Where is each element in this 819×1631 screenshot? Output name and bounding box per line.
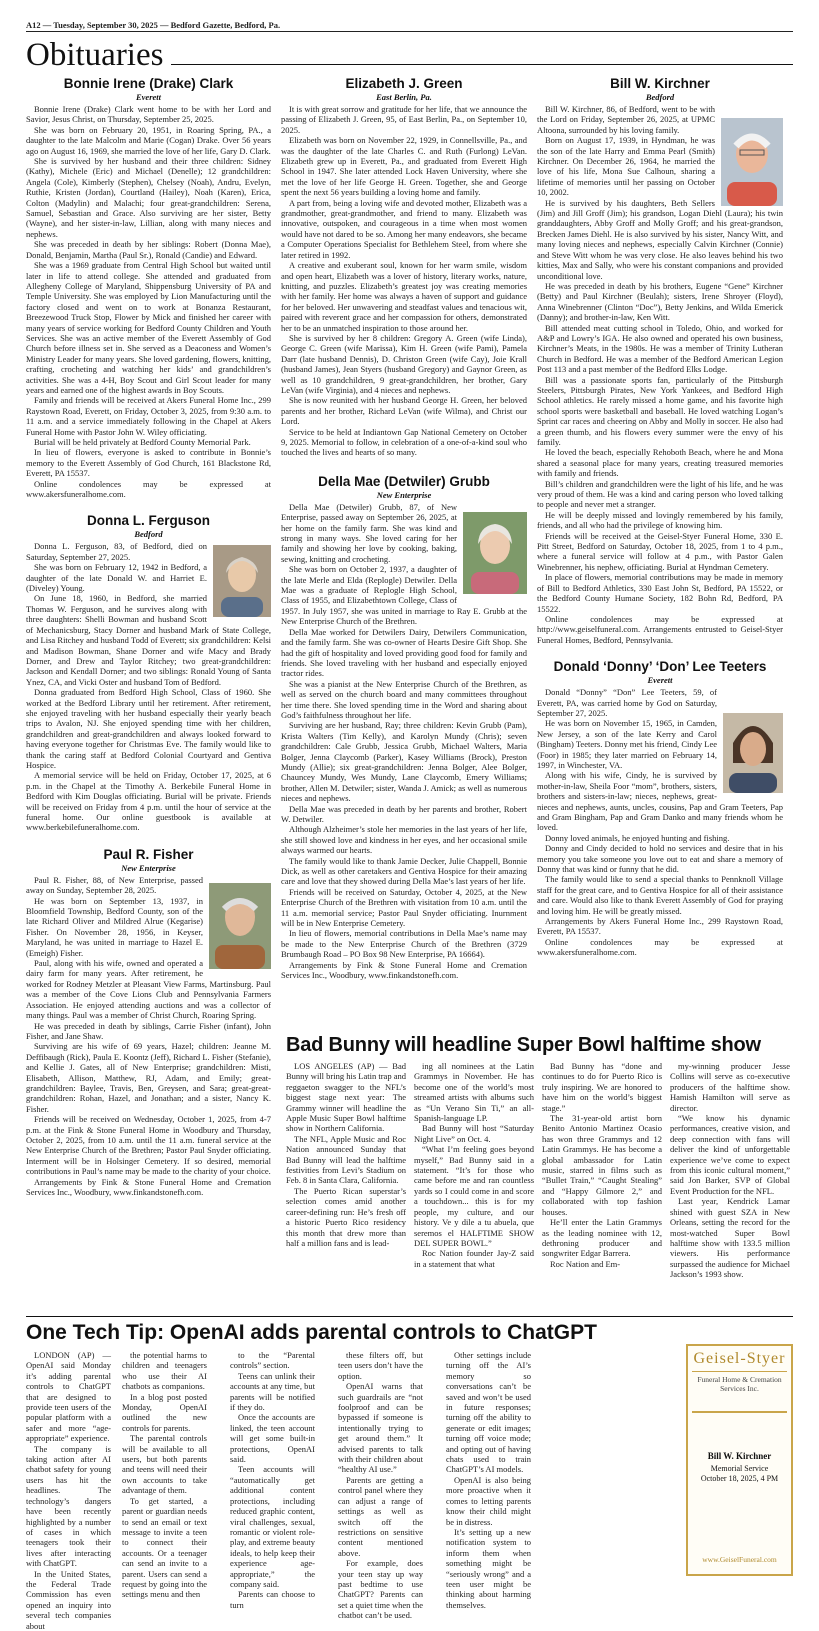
paragraph: Paul R. Fisher, 88, of New Enterprise, passed away on Sunday, September 28, 2025. — [26, 874, 203, 896]
paragraph: Donna L. Ferguson, 83, of Bedford, died on Saturday, September 27, 2025. — [26, 541, 207, 562]
paragraph: It’s setting up a new notification system to inform them when something might be “seriously wrong” and a teen user might be thinking about harming themselves. — [446, 1526, 531, 1610]
paragraph: Teen accounts will “automatically get additional content protections, including reduced graphic content, viral challenges, sexual, romantic or violent role-play, and extreme beauty ideals, to help keep their experience age-appropriate,” the company said. — [230, 1464, 315, 1589]
paragraph: Bad Bunny has “done and continues to do for Puerto Rico is truly inspiring. We are honored to have him on the world’s biggest stage.” — [542, 1061, 662, 1113]
article-headline: One Tech Tip: OpenAI adds parental controls to ChatGPT — [26, 1316, 793, 1346]
portrait-man-icon — [209, 883, 271, 969]
article-columns — [26, 1350, 793, 1631]
obituary-location: New Enterprise — [121, 862, 176, 873]
paragraph: Other settings include turning off the AI’s memory so conversations can’t be saved and won’t be used in future responses; turning off the ability to generate or edit images; turning off voice mode; and opting out of having chats used to train ChatGPT’s AI models. — [446, 1350, 531, 1475]
obituary-grubb — [281, 474, 527, 981]
section-header — [26, 34, 793, 72]
paragraph: He is survived by his daughters, Beth Sellers (Jim) and Jill Groff (Jim); his grandson, Logan Diehl (Laura); his twin granddaughters, Abby Groff and Molly Groff; and his great-grandson, Brecken James Diehl. He is also survived by his sister, Nancy Witt, and many loving nieces and nephews, especially Calvin Kirchner (Connie) and Steve Witt whom he was very close. He also leaves behind his two kitties, Max and Sally, who were his constant companions and provided unconditional love. — [537, 197, 783, 281]
article-column — [542, 1061, 662, 1280]
paragraph: In place of flowers, memorial contributions may be made in memory of Bill to Bedford Athletics, 330 East John St, Bedford, PA 15522, or the Bedford County Humane Society, 182 Bohn Rd, Bedford, PA 15522. — [537, 572, 783, 614]
ad-subtitle: Funeral Home & Cremation Services Inc. — [697, 1375, 782, 1393]
paragraph: The company is taking action after AI chatbot safety for young users has hit the headlines. The technology’s dangers have been recently highlighted by a number of cases in which teenagers took their lives after interacting with ChatGPT. — [26, 1443, 111, 1569]
paragraph: In lieu of flowers, memorial contributions in Della Mae’s name may be made to the New Enterprise Church of the Brethren (3729 Brumbaugh Road – PO Box 98 New Enterprise, PA 16664). — [281, 928, 527, 960]
paragraph: Service to be held at Indiantown Gap National Cemetery on October 9, 2025. Memorial to follow, in celebration of a one-of-a-kind soul who touched the lives and hearts of so many. — [281, 426, 527, 458]
paragraph: She is now reunited with her husband George H. Green, her beloved parents and her brother, Richard LeVan (wife Wilma), and Christ our Lord. — [281, 395, 527, 427]
paragraph: Donny and Cindy decided to hold no services and desire that in his memory you take someone you love out to eat and share a memory of Donny that was kind or funny that he did. — [537, 843, 783, 875]
paragraph: OpenAI is also being more proactive when it comes to letting parents know their child might be in distress. — [446, 1474, 531, 1527]
paragraph: these filters off, but teen users don’t have the option. — [338, 1350, 423, 1381]
paragraph: Bill was a passionate sports fan, particularly of the Pittsburgh Steelers, Pittsburgh Pirates, New York Yankees, and Bedford High School athletics. He rarely missed a home game, and his favorite high school sports were basketball and baseball. He loved watching Logan’s Sprint car races and cheering on Abby and Molly in soccer. He also had a green thumb, and his flowers every summer were the envy of his family. — [537, 374, 783, 447]
paragraph: Teens can unlink their accounts at any time, but parents will be notified if they do. — [230, 1370, 315, 1413]
paragraph: Parents can choose to turn — [230, 1589, 315, 1610]
paragraph: Della Mae was preceded in death by her parents and brother, Robert W. Detwiler. — [281, 803, 527, 824]
article-column — [26, 1350, 114, 1631]
paragraph: Bad Bunny will host “Saturday Night Live” on Oct. 4. — [414, 1123, 534, 1144]
obituary-location: Bedford — [134, 529, 163, 540]
obituary-location: Bedford — [645, 92, 675, 102]
article-column — [414, 1061, 534, 1280]
paragraph: Online condolences may be expressed at www.akersfuneralhome.com. — [537, 936, 783, 958]
paragraph: It is with great sorrow and gratitude for her life, that we announce the passing of Elizabeth J. Green, 95, of East Berlin, Pa., on September 10, 2025. — [281, 104, 527, 135]
obituary-name: Donna L. Ferguson — [87, 513, 210, 529]
paragraph: The family would like to send a special thanks to Pennknoll Village staff for the great care, and to Gentiva Hospice for all of their assistance and care. Would also like to thank Everett Assembly of God for praying and loving him. He will be greatly missed. — [537, 874, 783, 916]
paragraph: Bonnie Irene (Drake) Clark went home to be with her Lord and Savior, Jesus Christ, on Thursday, September 25, 2025. — [26, 104, 271, 125]
header-rule — [171, 64, 793, 65]
article-column — [446, 1350, 546, 1631]
portrait-man-icon — [721, 118, 783, 206]
paragraph: He was preceded in death by siblings, Carrie Fisher (infant), John Fisher, and Jane Shaw. — [26, 1020, 271, 1041]
obituary-fisher — [26, 847, 271, 1198]
paragraph: Family and friends will be received at Akers Funeral Home Inc., 299 Raystown Road, Everett, on Friday, October 3, 2025, from 9:30 a.m. to 11 a.m. and a service immediately following in the Chapel at Akers Funeral Home with Pastor John W. Wiley officiating. — [26, 395, 271, 437]
paragraph: Arrangements by Fink & Stone Funeral Home and Cremation Services Inc., Woodbury, www.finkandstonefh.com. — [26, 1176, 271, 1197]
paragraph: my-winning producer Jesse Collins will serve as co-executive producers of the halftime show. Hamish Hamilton will serve as director. — [670, 1061, 790, 1113]
paragraph: Friends will be received on Saturday, October 4, 2025, at the New Enterprise Church of the Brethren with visitation from 10 a.m. until the 11 a.m. memorial service; Pastor Paul Snyder officiating. Inurnment will be in New Enterprise Cemetery. — [281, 886, 527, 929]
paragraph: Roc Nation and Em- — [550, 1258, 621, 1269]
article-column — [338, 1350, 438, 1631]
paragraph: Della Mae worked for Detwilers Dairy, Detwilers Communication, and the family farm. She was co-owner of Hearts Desire Gift Shop. She had the gift of hospitality and loved providing good food for family and friends. She loved traveling with her husband and especially enjoyed tractor rides. — [281, 626, 527, 679]
paragraph: Burial will be held privately at Bedford County Memorial Park. — [34, 437, 251, 447]
paragraph: He was born on September 13, 1937, in Bloomfield Township, Bedford County, son of the late Richard Oliver and Mildred Alrue (Kegarise) Fisher. On November 28, 1956, in Keyser, Maryland, he was united in marriage to Hazel E. (Emeigh) Fisher. — [26, 895, 203, 958]
paragraph: A creative and exuberant soul, known for her warm smile, wisdom and open heart, Elizabeth was a lover of history, literary works, nature, knitting, and puzzles. Elizabeth’s greatest joy was creating memories with her family. Her home was always a haven of support and guidance for her beloved. Her unwavering and steadfast values and tenacious wit, paired with reverent grace and her compassion for others, demonstrated her to be an unmatched inspiration to those around her. — [281, 260, 527, 333]
paragraph: Paul, along with his wife, owned and operated a dairy farm for many years. After retirement, he worked for Rodney Metzler at Pleasant View Farms, Martinsburg. Paul was a member of the Cove Lions Club and Pennsylvania Farmers Association. He enjoyed attending auctions and was a collector of many things. Paul was a member of Christ Church, Roaring Spring. — [26, 958, 271, 1021]
obituary-kirchner — [537, 76, 783, 645]
paragraph: Online condolences may be expressed at http://www.geiselfuneral.com. Arrangements entrusted to Geisel-Styer Funeral Homes, Bedford, Pennsylvania. — [537, 613, 783, 645]
portrait-woman-icon — [463, 512, 527, 594]
paragraph: Surviving are his wife of 69 years, Hazel; children: Jeanne M. Deffibaugh (Rick), Paula E. Koontz (Jeff), Richard L. Fisher (Stefanie), and Kellie J. Gates, all of New Enterprise; grandchildren: Misti, Elisabeth, Allison, Matthew, RJ, Adam, and Emily; great-grandchildren: Baylee, Travis, Ben, Greysen, and Sara; great-great-grandchildren: Rohan, Hazel, and Jonathan; and a sister, Nancy K. Fisher. — [26, 1041, 271, 1114]
paragraph: Born on August 17, 1939, in Hyndman, he was the son of the late Harry and Emma Pearl (Smith) Kirchner. On December 26, 1964, he married the love of his life, Mona Sue Calhoun, sharing a lifetime of memories until her passing on October 10, 2002. — [537, 135, 715, 198]
paragraph: To get started, a parent or guardian needs to send an email or text message to invite a teen to connect their accounts. Or a teenager can send an invite to a parent. Users can send a request by going into the settings menu and then — [122, 1495, 207, 1600]
paragraph: Arrangements by Akers Funeral Home Inc., 299 Raystown Road, Everett, PA 15537. — [537, 916, 783, 937]
paragraph: Surviving are her husband, Ray; three children: Kevin Grubb (Pam), Krista Walters (Tim Kelly), and Karolyn Mundy (Chris); seven grandchildren: Cale Grubb, Jessica Grubb, Michael Walters, Maria Bolger, Jenna Claycomb (Parker), Kasey Williams (Brock), Preston Mundy (Allie); six great-grandchildren: Jenna Bolger, Alee Bolger, Chauncey Mundy, Wes Mundy, Lane Claycomb, Emery Williams; brother, Allen M. Detwiler; sister, Wanda J. Amick; as well as numerous nieces and nephews. — [281, 720, 527, 804]
ad-deceased-name: Bill W. Kirchner — [707, 1451, 772, 1461]
paragraph: Once the accounts are linked, the teen account will get some built-in protections, OpenAI said. — [230, 1412, 315, 1465]
paragraph: She was a pianist at the New Enterprise Church of the Brethren, as well as served on the church board and many committees throughout her time there. She loved spending time in the Word and sharing about God’s faithfulness throughout her life. — [281, 678, 527, 720]
obituary-name: Della Mae (Detwiler) Grubb — [318, 473, 490, 489]
ad-logo: Geisel-Styer — [692, 1350, 787, 1372]
column-1 — [26, 74, 271, 1197]
obituary-name: Donald ‘Donny’ ‘Don’ Lee Teeters — [553, 659, 767, 675]
paragraph: She was born on February 12, 1942 in Bedford, a daughter of the late Donald W. and Harriet E. (Diveley) Young. — [26, 562, 207, 594]
paragraph: Along with his wife, Cindy, he is survived by mother-in-law, Sheila Foor “mom”, brothers, sisters, brothers and sisters-in-law; nieces, nephews, great-nieces and nephews, aunts, uncles, cousins, Pap and Gram Teeters, Pap and Gram Bingham, Pap and Gram Danko and many friends whom he loved. — [537, 770, 783, 833]
paragraph: In the United States, the Federal Trade Commission has even opened an inquiry into several tech companies about — [26, 1568, 111, 1631]
ad-date: October 18, 2025, 4 PM — [700, 1474, 779, 1483]
obituary-green — [281, 76, 527, 458]
obituary-photo — [209, 883, 271, 969]
obituary-ferguson — [26, 513, 271, 832]
paragraph: In lieu of flowers, everyone is asked to contribute in Bonnie’s memory to the Everett Assembly of God Church, 161 Blackstone Rd, Everett, PA 15537. — [26, 447, 271, 479]
article-column — [230, 1350, 330, 1631]
obituary-location: New Enterprise — [376, 489, 432, 500]
paragraph: Elizabeth was born on November 22, 1929, in Connellsville, Pa., and was the daughter of the late Charles C. and Ruth (Furlong) LeVan. Elizabeth grew up in Everett, Pa., and graduated from Everett High School in 1947. She later attended Lock Haven University, where she met the love of her life George H. Green. Together, she and George spent the next 56 years building a loving home and family. — [281, 135, 527, 198]
paragraph: Della Mae (Detwiler) Grubb, 87, of New Enterprise, passed away on September 26, 2025, at her home on the family farm. She was kind and strong in many ways. She loved caring for her family and showing her love by cooking, baking, sewing, knitting and crocheting. — [281, 501, 457, 564]
ad-url-link[interactable]: www.GeiselFuneral.com — [702, 1555, 777, 1564]
paragraph: Bill W. Kirchner, 86, of Bedford, went to be with the Lord on Friday, September 26, 2025, at UPMC Altoona, surrounded by his loving family. — [537, 104, 715, 135]
obituary-photo — [723, 713, 783, 793]
obituary-body — [281, 104, 527, 458]
paragraph: Bill’s children and grandchildren were the light of his life, and he was very proud of them. He was a kind and caring person who loved talking to people and never met a stranger. — [537, 478, 783, 510]
funeral-home-ad — [686, 1344, 793, 1576]
paragraph: Online condolences may be expressed at www.akersfuneralhome.com. — [26, 478, 271, 500]
paragraph: LOS ANGELES (AP) — Bad Bunny will bring his Latin trap and reggaeton swagger to the NFL’s biggest stage next year: The Grammy winner will headline the Apple Music Super Bowl halftime show in Northern California. — [286, 1061, 406, 1134]
obituary-columns — [26, 74, 793, 1197]
paragraph: The NFL, Apple Music and Roc Nation announced Sunday that Bad Bunny will lead the halftime festivities from Levi’s Stadium on Feb. 8 in Santa Clara, California. — [286, 1133, 406, 1186]
paragraph: In a blog post posted Monday, OpenAI outlined the new controls for parents. — [122, 1391, 207, 1433]
portrait-woman-icon — [213, 545, 271, 617]
paragraph: Bill attended meat cutting school in Toledo, Ohio, and worked for A&P and Lowry’s IGA. He also owned and operated his own business, Kirchner’s Meats, in the 1980s. He was a member of Trinity Lutheran Church in Bedford. He was a member of the Bedford American Legion Post 113 and a past member of the Bedford Elks Lodge. — [537, 322, 783, 375]
obituary-photo — [213, 545, 271, 617]
page-folio: A12 — Tuesday, September 30, 2025 — Bedford Gazette, Bedford, Pa. — [26, 20, 793, 32]
article-headline: Bad Bunny will headline Super Bowl halftime show — [286, 1034, 761, 1056]
paragraph: Parents are getting a control panel where they can adjust a range of settings as well as switch off the restrictions on sensitive content mentioned above. — [338, 1474, 423, 1558]
paragraph: “We know his dynamic performances, creative vision, and deep connection with fans will deliver the kind of unforgettable experience we’ve come to expect from this iconic cultural moment,” said Jon Barker, SVP of Global Event Production for the NFL. — [670, 1113, 790, 1196]
obituary-teeters — [537, 659, 783, 958]
article-column — [122, 1350, 222, 1631]
obituary-clark — [26, 76, 271, 499]
paragraph: She was born on October 2, 1937, a daughter of the late Merle and Elda (Replogle) Detwiler. Della Mae was a graduate of Replogle High School, Class of 1955, and Elizabethtown College, Class of 1957. In July 1957, she was united in marriage to Ray E. Grubb at the New Enterprise Church of the Brethren. — [281, 564, 527, 627]
paragraph: A memorial service will be held on Friday, October 17, 2025, at 6 p.m. in the Chapel at the Timothy A. Berkebile Funeral Home in Bedford with Kim Douglas officiating. Burial will be private. Friends will be received on Friday from 4 p.m. until the hour of service at the funeral home. Our online guestbook is available at www.berkebilefuneralhome.com. — [26, 770, 271, 833]
obituary-name: Bill W. Kirchner — [610, 76, 710, 91]
paragraph: Arrangements by Fink & Stone Funeral Home and Cremation Services Inc., Woodbury, www.finkandstonefh.com. — [281, 959, 527, 981]
ad-event: Memorial Service — [710, 1464, 769, 1473]
obituary-location: East Berlin, Pa. — [376, 92, 432, 102]
tech-article — [26, 1316, 793, 1631]
paragraph: OpenAI warns that such guardrails are “not foolproof and can be bypassed if someone is intentionally trying to get around them.” It advised parents to talk with their children about “healthy AI use.” — [338, 1381, 423, 1475]
paragraph: He’ll enter the Latin Grammys as the leading nominee with 12, dethroning producer and songwriter Edgar Barrera. — [542, 1217, 662, 1259]
paragraph: A part from, being a loving wife and devoted mother, Elizabeth was a grandmother, great-grandmother, and friend to many. Elizabeth was innovative, outspoken, and courageous in a time when most women would have not dared to be so. Among her many endeavors, she became a Computer Operations Specialist for Bethlehem Steel, from where she later retired in 1992. — [281, 197, 527, 260]
paragraph: The Puerto Rican superstar’s selection comes amid another career-defining run: He’s fresh off a historic Puerto Rico residency this month that drew more than half a million fans and is lead- — [286, 1185, 406, 1248]
column-3 — [537, 74, 783, 1197]
paragraph: He was born on November 15, 1965, in Camden, New Jersey, a son of the late Kerry and Carol (Bingham) Teeters. Donny met his friend, Cindy Lee (Foor) in 1985; they later married on February 14, 1997, in Winchester, VA. — [537, 718, 717, 770]
ad-divider — [692, 1411, 787, 1413]
obituary-location: Everett — [135, 92, 162, 102]
paragraph: Friends will be received on Wednesday, October 1, 2025, from 4-7 p.m. at the Fink & Stone Funeral Home in Woodbury and Thursday, October 2, 2025, from 10 a.m. until the 11 a.m. funeral service at the New Enterprise Church of the Brethren; Pastor Paul Snyder officiating. Interment will be in Holsinger Cemetery. If so desired, memorial contributions in Paul’s name may be made to the charity of your choice. — [26, 1114, 271, 1177]
obituary-name: Elizabeth J. Green — [345, 76, 463, 91]
badbunny-article — [286, 1033, 793, 1280]
paragraph: He loved the beach, especially Rehoboth Beach, where he and Mona shared a seasonal place for many years, creating treasured memories with family and friends. — [537, 447, 783, 479]
paragraph: For example, does your teen stay up way past bedtime to use ChatGPT? Parents can set a quiet time when the chatbot can’t be used. — [338, 1558, 423, 1621]
obituary-photo — [721, 118, 783, 206]
column-2 — [281, 74, 527, 1197]
obituary-name: Paul R. Fisher — [103, 846, 194, 862]
paragraph: the potential harms to children and teenagers who use their AI chatbots as companions. — [122, 1350, 207, 1392]
paragraph: On June 18, 1960, in Bedford, she married Thomas W. Ferguson, and he survives along with three daughters: Shelli Bowman and husband Scott of Mechanicsburg, Stacy Dorner and husband Mark of State College, and Lisa Ritchey and husband Todd of Everett; six grandchildren: Kelsi and Madison Bowman, Shane Dorner and wife Macy and Brady Dorner, and Drew and Taylor Ritchey; two great-grandchildren: Jackson and Kendall Dorner; and two siblings: Ronald Young of Santa Ynez, CA, and Vicki Oster and husband Tom of Bedford. — [26, 593, 271, 687]
paragraph: Donna graduated from Bedford High School, Class of 1960. She worked at the Bedford Library until her retirement. After retirement, she enjoyed traveling with her husband especially their yearly beach trips to Avalon, NJ. She enjoyed spending time with her children, grandchildren and great-grandchildren and always looked forward to having everyone together for Christmas Eve. The family would like to thank the caring staff at Bedford Colonial Courtyard and Gentiva Hospice. — [26, 687, 271, 770]
paragraph: to the “Parental controls” section. — [230, 1350, 315, 1371]
article-columns — [286, 1061, 793, 1280]
paragraph: She is survived by her 8 children: Gregory A. Green (wife Linda), George C. Green (wife Marissa), Kim H. Green (wife Pami), Pamela Darr (late husband Dennis), D. Christon Green (wife Cay), Joie Krall (husband James), Jean Styers (husband Gregory) and Gaynor Green, as well as 10 grandchildren, 9 great-grandchildren, her brother, Gary LeVan (wife Virginia), and 4 nieces and nephews. — [281, 332, 527, 395]
paragraph: ing all nominees at the Latin Grammys in November. He has become one of the world’s most streamed artists with albums such as “Un Verano Sin Ti,” an all-Spanish-language LP. — [414, 1061, 534, 1124]
paragraph: She was born on February 20, 1951, in Roaring Spring, PA., a daughter to the late Malcolm and Marie (Cogan) Drake. Over 56 years ago on August 16, 1969, she married the love of her life, Gary D. Clark. — [26, 124, 271, 156]
obituary-body — [26, 104, 271, 499]
paragraph: He was preceded in death by his brothers, Eugene “Gene” Kirchner (Betty) and Paul Kirchner (Beulah); sisters, Irene Shroyer (Floyd), Anna Winebrenner (Clinton “Doc”), Betty Jenkins, and Wilda Emerick (Danny); and brother-in-law, Ken Witt. — [537, 280, 783, 323]
paragraph: Donny loved animals, he enjoyed hunting and fishing. — [545, 832, 730, 843]
portrait-man-icon — [723, 713, 783, 793]
paragraph: She is survived by her husband and their three children: Sidney (Kathy), Michele (Eric) and Michael (Denelle); 12 grandchildren: Angela (Cole), Kimberly (Stephen), Chelsey (Noah), Andru, Evelyn, Ruthie, Kristen (Jordan), Courtland (Hailey), Noah (Karen), Erica, Colton (Madylin) and Malachi; four great-grandchildren: Serena, Samuel, Sebastian and Grace. Also surviving are her sister, Betty (Wayne), and her sister-in-law, Lillian, along with many nieces and nephews. — [26, 156, 271, 239]
paragraph: Friends will be received at the Geisel-Styer Funeral Home, 330 E. Pitt Street, Bedford on Saturday, October 18, 2025, from 1 to 4 p.m., where a funeral service will follow at 4 p.m., with Pastor Galen Winebrenner, his nephew, officiating. Burial at Hyndman Cemetery. — [537, 530, 783, 572]
paragraph: She was preceded in death by her siblings: Robert (Donna Mae), Donald, Benjamin, Martha (Paul Sr.), Ronald (Candie) and Edward. — [26, 239, 271, 260]
obituary-name: Bonnie Irene (Drake) Clark — [63, 76, 234, 91]
paragraph: The 31-year-old artist born Benito Antonio Martinez Ocasio has won three Grammys and 12 Latin Grammys. He has become a global ambassador for Latin music, starred in films such as “Bullet Train,” “Caught Stealing” and “Happy Gilmore 2,” and collaborated with top fashion houses. — [542, 1113, 662, 1217]
paragraph: Roc Nation founder Jay-Z said in a statement that what — [414, 1248, 534, 1269]
article-column — [286, 1061, 406, 1280]
paragraph: She was a 1969 graduate from Central High School but waited until later in life to attend college. She attended and graduated from Allegheny College of Maryland, Shippensburg University of PA and Temple University. She was employed by Lion Manufacturing until the factory closed and went on to work at Bonanza Restaurant, Breezewood Truck Stop, Flower by Mick and finished her career with many years of service working for Bedford County Children and Youth Services. She was an active member of the Everett Assembly of God Church before illness set in. She served as a Deaconess and Women’s Ministry Leader for many years. She loved gardening, flowers, knitting, crafting, crocheting and watching her kids’ and grandchildren’s activities. She was a 4-H, Boy Scout and Girl Scout leader for many years and earned one of the highest awards in Boy Scouts. — [26, 260, 271, 395]
article-column — [670, 1061, 790, 1280]
obituary-location: Everett — [647, 675, 673, 686]
paragraph: LONDON (AP) — OpenAI said Monday it’s adding parental controls to ChatGPT that are designed to provide teen users of the popular platform with a safer and more “age-appropriate” experience. — [26, 1350, 111, 1444]
paragraph: Donald “Donny” “Don” Lee Teeters, 59, of Everett, PA, was carried home by God on Saturday, September 27, 2025. — [537, 687, 717, 718]
paragraph: Last year, Kendrick Lamar shined with guest SZA in New Orleans, setting the record for the most-watched Super Bowl halftime show with 133.5 million viewers. His performance surpassed the audience for Michael Jackson’s 1993 show. — [670, 1196, 790, 1280]
paragraph: Although Alzheimer’s stole her memories in the last years of her life, she still showed love and kindness in her eyes, and her occasional smile always warmed our hearts. — [281, 824, 527, 856]
obituary-photo — [463, 512, 527, 594]
paragraph: He will be deeply missed and lovingly remembered by his family, friends, and all who had the privilege of knowing him. — [537, 509, 783, 531]
paragraph: The parental controls will be available to all users, but both parents and teens will need their own accounts to take advantage of them. — [122, 1433, 207, 1496]
paragraph: The family would like to thank Jamie Decker, Julie Chappell, Bonnie Dick, as well as other caretakers and Gentiva Hospice for their amazing care and love that they showed during Della Mae’s last years of her life. — [281, 855, 527, 887]
paragraph: “What I’m feeling goes beyond myself,” Bad Bunny said in a statement. “It’s for those who came before me and ran countless yards so I could come in and score a touchdown... this is for my people, my culture, and our history. Ve y dile a tu abuela, que seremos el HALFTIME SHOW DEL SUPER BOWL.” — [414, 1144, 534, 1248]
section-title: Obituaries — [26, 37, 164, 73]
